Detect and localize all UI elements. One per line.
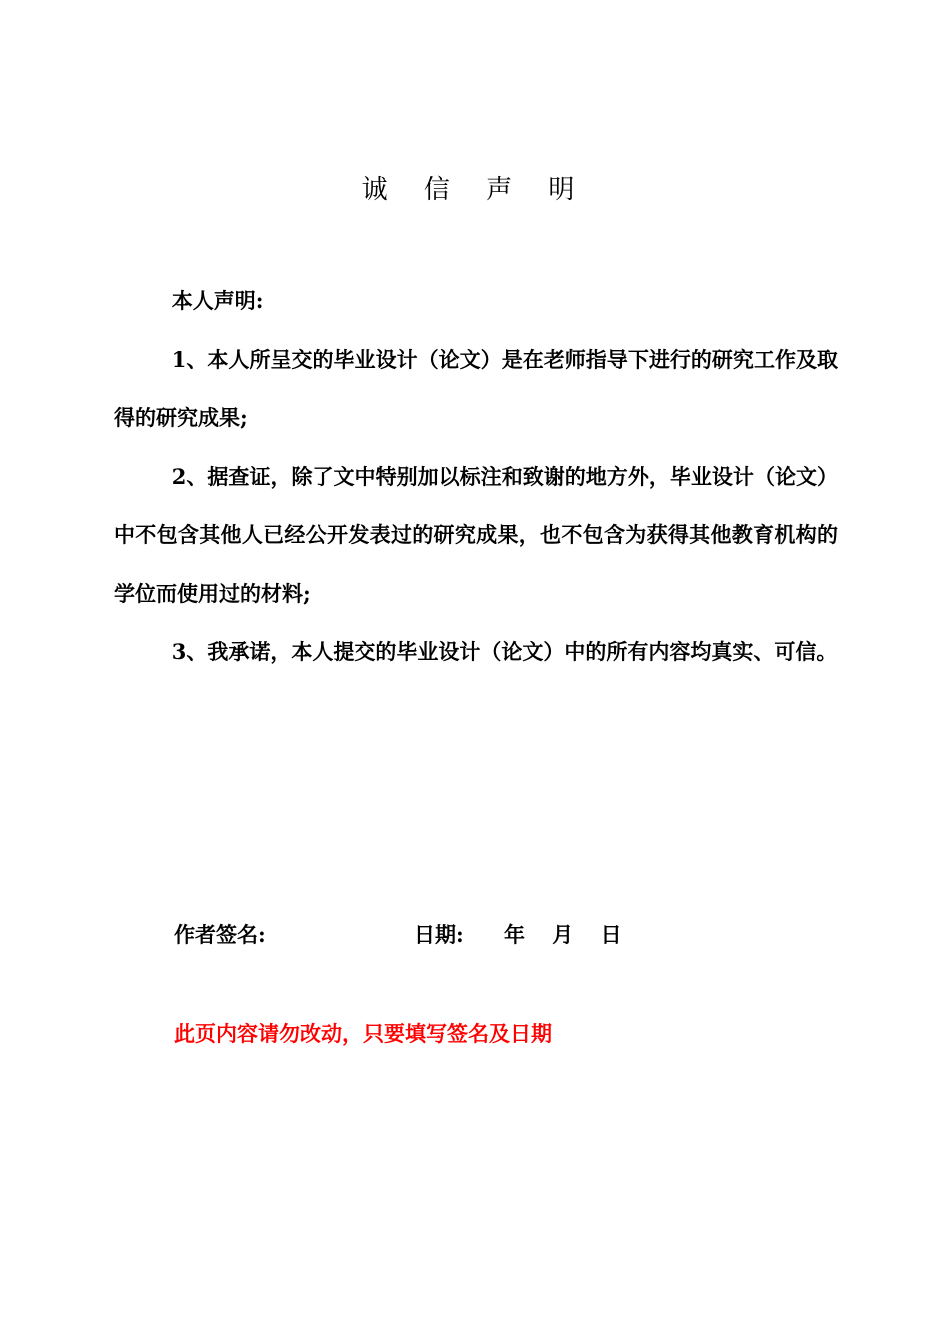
intro-line: 本人声明: xyxy=(171,288,264,313)
declaration-item-1: 1、本人所呈交的毕业设计（论文）是在老师指导下进行的研究工作及取得的研究成果; xyxy=(114,346,838,430)
date-label: 日期: xyxy=(414,922,464,947)
declaration-body xyxy=(114,272,838,682)
declaration-item-3: 3、我承诺，本人提交的毕业设计（论文）中的所有内容均真实、可信。 xyxy=(171,639,838,664)
signature-row xyxy=(174,917,632,953)
declaration-item-2: 2、据查证，除了文中特别加以标注和致谢的地方外，毕业设计（论文）中不包含其他人已经公开发表过的研究成果，也不包含为获得其他教育机构的学位而使用过的材料; xyxy=(114,463,838,606)
date-units: 年 月 日 xyxy=(504,922,632,947)
page-title: 诚 信 声 明 xyxy=(361,175,589,205)
notice-warning: 此页内容请勿改动，只要填写签名及日期 xyxy=(174,1021,552,1046)
author-signature-label: 作者签名: xyxy=(174,922,266,947)
